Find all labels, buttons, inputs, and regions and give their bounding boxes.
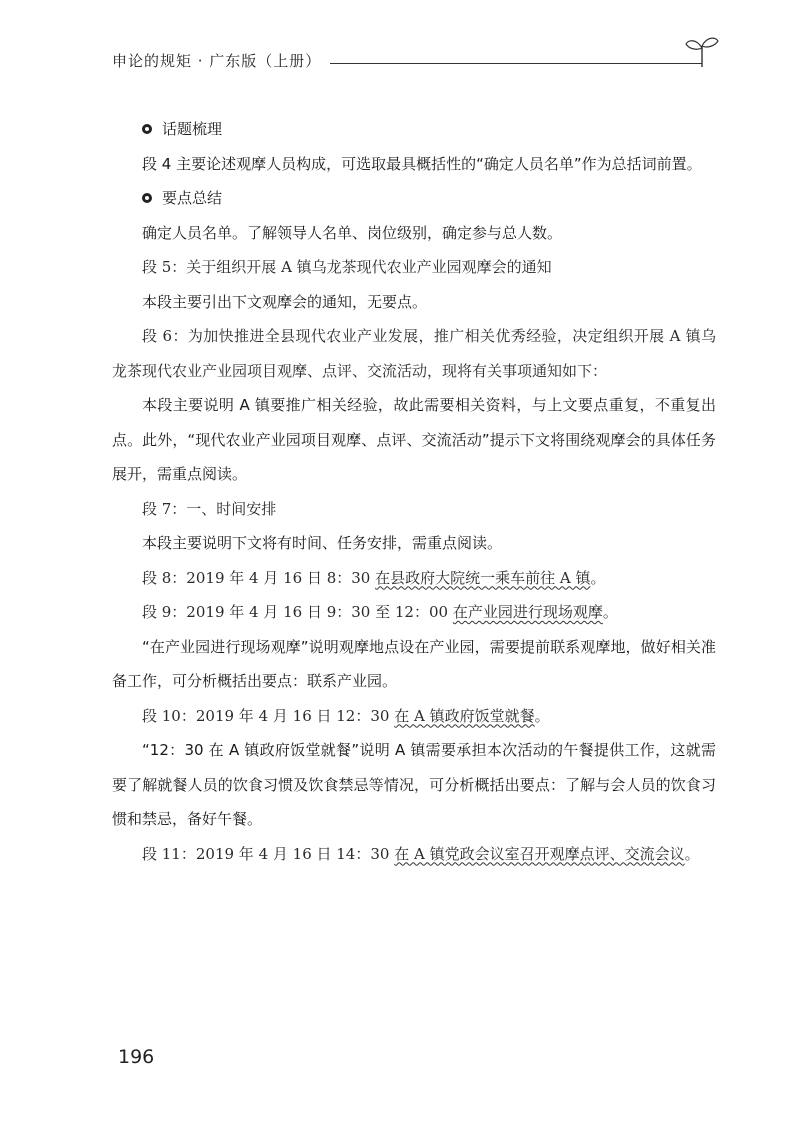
header-rule (330, 63, 702, 64)
text: 段 10：2019 年 4 月 16 日 12：30 (142, 706, 395, 725)
wavy-underline: 在 A 镇党政会议室召开观摩点评、交流会议 (394, 844, 685, 863)
quoted-material (112, 837, 716, 872)
paragraph: 段 4 主要论述观摩人员构成，可选取最具概括性的“确定人员名单”作为总括词前置。 (142, 154, 702, 173)
text: 。 (590, 568, 606, 587)
book-title: 申论的规矩 · 广东版（上册） (112, 52, 322, 70)
text: 。 (684, 844, 700, 863)
paragraph: 本段主要说明 A 镇要推广相关经验，故此需要相关资料，与上文要点重复，不重复出点。此外，“现代农业产业园项目观摩、点评、交流活动”提示下文将围绕观摩会的具体任务展开，需重点阅读。 (112, 396, 716, 483)
page-content (112, 112, 716, 871)
text: 。 (602, 603, 618, 621)
quoted-material (112, 595, 716, 630)
text: 。 (534, 706, 550, 725)
paragraph: “12：30 在 A 镇政府饭堂就餐”说明 A 镇需要承担本次活动的午餐提供工作，这就需要了解就餐人员的饮食习惯及饮食禁忌等情况，可分析概括出要点：了解与会人员的饮食习惯和禁忌，备好午餐。 (112, 741, 716, 828)
text: 段 11：2019 年 4 月 16 日 14：30 (142, 844, 395, 863)
quoted-material (112, 561, 716, 596)
wavy-underline: 在县政府大院统一乘车前往 A 镇 (375, 568, 591, 587)
sprout-icon (682, 34, 722, 68)
running-header (112, 48, 712, 72)
quoted-material (112, 699, 716, 734)
bullet-icon (142, 193, 152, 203)
section-heading-summary (112, 181, 716, 216)
text: 段 9：2019 年 4 月 16 日 9：30 至 12：00 (142, 603, 453, 621)
wavy-underline: 在 A 镇政府饭堂就餐 (394, 706, 535, 725)
heading-text: 要点总结 (162, 189, 223, 207)
bullet-icon (142, 124, 152, 134)
paragraph: 确定人员名单。了解领导人名单、岗位级别，确定参与总人数。 (142, 223, 563, 242)
paragraph: 本段主要说明下文将有时间、任务安排，需重点阅读。 (142, 534, 503, 552)
quoted-material: 段 5：关于组织开展 A 镇乌龙茶现代农业产业园观摩会的通知 (142, 258, 552, 276)
heading-text: 话题梳理 (162, 120, 223, 138)
paragraph: 本段主要引出下文观摩会的通知，无要点。 (142, 292, 428, 311)
paragraph: “在产业园进行现场观摩”说明观摩地点设在产业园，需要提前联系观摩地，做好相关准备工作，可分析概括出要点：联系产业园。 (112, 637, 716, 690)
section-heading-topic (112, 112, 716, 147)
quoted-material: 段 6：为加快推进全县现代农业产业发展，推广相关优秀经验，决定组织开展 A 镇乌龙茶现代农业产业园项目观摩、点评、交流活动，现将有关事项通知如下： (112, 327, 716, 380)
text: 段 8：2019 年 4 月 16 日 8：30 (142, 568, 376, 587)
quoted-material: 段 7：一、时间安排 (142, 499, 277, 518)
page-number: 196 (118, 1046, 155, 1068)
wavy-underline: 在产业园进行现场观摩 (452, 603, 603, 621)
